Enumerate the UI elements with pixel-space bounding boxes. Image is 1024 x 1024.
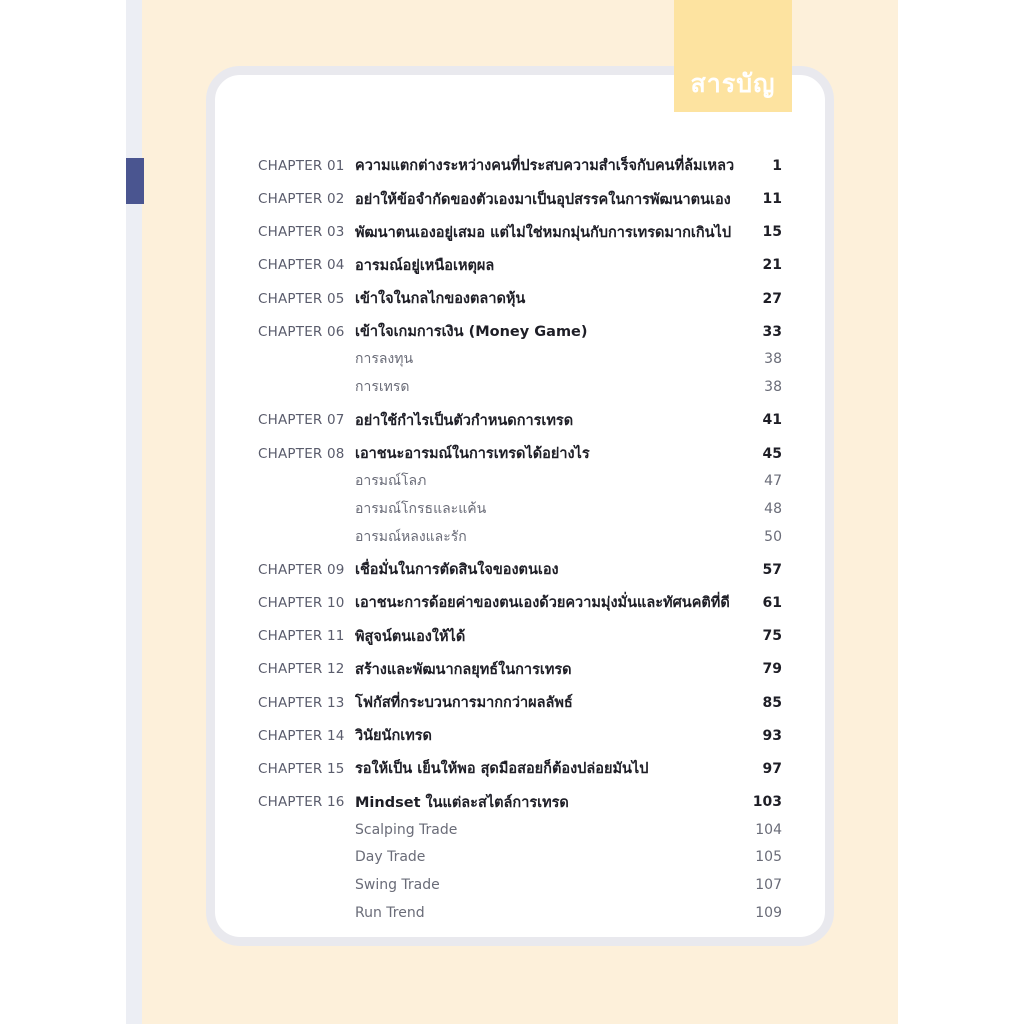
- toc-entry-title: เอาชนะอารมณ์ในการเทรดได้อย่างไร: [355, 446, 590, 463]
- toc-entry: [258, 318, 782, 346]
- toc-subentry: [258, 523, 782, 551]
- toc-entry-title: การลงทุน: [355, 351, 414, 368]
- toc-subentry: [258, 467, 782, 495]
- toc-entry-title: การเทรด: [355, 379, 410, 396]
- toc-page-number: 47: [764, 473, 782, 490]
- toc-entry-title: วินัยนักเทรด: [355, 728, 432, 745]
- toc-entry-title: เข้าใจในกลไกของตลาดหุ้น: [355, 291, 526, 308]
- toc-entry-title: เชื่อมั่นในการตัดสินใจของตนเอง: [355, 562, 559, 579]
- toc-page-number: 48: [764, 500, 782, 517]
- toc-entry-title: อารมณ์โลภ: [355, 473, 427, 490]
- toc-entry: [258, 252, 782, 280]
- toc-page-number: 38: [764, 351, 782, 368]
- toc-chapter-label: CHAPTER 05: [258, 290, 345, 307]
- toc-page-number: 50: [764, 528, 782, 545]
- toc-page-number: 107: [755, 877, 782, 894]
- toc-page-number: 21: [762, 257, 782, 274]
- toc-chapter-label: CHAPTER 06: [258, 323, 345, 340]
- toc-entry-title: อารมณ์โกรธและแค้น: [355, 500, 487, 517]
- page-title: สารบัญ: [690, 69, 776, 98]
- toc-page-number: 45: [762, 445, 782, 462]
- toc-entry-title: สร้างและพัฒนากลยุทธ์ในการเทรด: [355, 661, 572, 678]
- toc-subentry: [258, 495, 782, 523]
- toc-page-number: 15: [762, 224, 782, 241]
- toc-chapter-label: CHAPTER 02: [258, 191, 345, 208]
- toc-entry: [258, 755, 782, 783]
- toc-entry-title: รอให้เป็น เย็นให้พอ สุดมือสอยก็ต้องปล่อยมันไป: [355, 761, 649, 778]
- toc-entry-title: พิสูจน์ตนเองให้ได้: [355, 628, 466, 645]
- toc-page-number: 105: [755, 849, 782, 866]
- toc-entry-title: โฟกัสที่กระบวนการมากกว่าผลลัพธ์: [355, 695, 573, 712]
- toc-entry: [258, 440, 782, 468]
- toc-entry-title: เข้าใจเกมการเงิน (Money Game): [355, 324, 588, 341]
- toc-entry-title: ความแตกต่างระหว่างคนที่ประสบความสำเร็จกับคนที่ล้มเหลว: [355, 158, 734, 175]
- toc-entry: [258, 556, 782, 584]
- toc-page-number: 75: [762, 628, 782, 645]
- toc-entry: [258, 722, 782, 750]
- toc-chapter-label: CHAPTER 15: [258, 760, 345, 777]
- toc-page-number: 93: [762, 727, 782, 744]
- toc-page-number: 109: [755, 904, 782, 921]
- toc-entry-title: อารมณ์หลงและรัก: [355, 528, 467, 545]
- toc-entry: [258, 407, 782, 435]
- toc-chapter-label: CHAPTER 01: [258, 157, 345, 174]
- toc-entry: [258, 152, 782, 180]
- toc-page-number: 41: [762, 412, 782, 429]
- toc-chapter-label: CHAPTER 08: [258, 445, 345, 462]
- toc-entry-title: Swing Trade: [355, 877, 440, 894]
- toc-chapter-label: CHAPTER 07: [258, 412, 345, 429]
- toc-chapter-label: CHAPTER 14: [258, 727, 345, 744]
- toc-chapter-label: CHAPTER 04: [258, 257, 345, 274]
- toc-subentry: [258, 816, 782, 844]
- toc-entry: [258, 589, 782, 617]
- toc-page-number: 85: [762, 694, 782, 711]
- toc-entry-title: อย่าให้ข้อจำกัดของตัวเองมาเป็นอุปสรรคในการพัฒนาตนเอง: [355, 191, 731, 208]
- toc-entry: [258, 788, 782, 816]
- toc-entry-title: Run Trend: [355, 904, 425, 921]
- toc-page-number: 38: [764, 379, 782, 396]
- toc-entry: [258, 185, 782, 213]
- toc-page-number: 33: [762, 323, 782, 340]
- title-tab: [674, 0, 792, 112]
- toc-page-number: 27: [762, 290, 782, 307]
- toc-chapter-label: CHAPTER 16: [258, 794, 345, 811]
- toc-subentry: [258, 844, 782, 872]
- toc-entry: [258, 689, 782, 717]
- toc-entry-title: Day Trade: [355, 849, 426, 866]
- table-of-contents: [258, 152, 782, 927]
- toc-entry-title: พัฒนาตนเองอยู่เสมอ แต่ไม่ใช่หมกมุ่นกับการเทรดมากเกินไป: [355, 224, 732, 241]
- toc-page-number: 104: [755, 821, 782, 838]
- toc-entry-title: Scalping Trade: [355, 821, 458, 838]
- toc-subentry: [258, 346, 782, 374]
- toc-entry-title: อารมณ์อยู่เหนือเหตุผล: [355, 257, 495, 274]
- toc-chapter-label: CHAPTER 03: [258, 224, 345, 241]
- toc-entry-title: Mindset ในแต่ละสไตล์การเทรด: [355, 794, 569, 811]
- toc-entry-title: เอาชนะการด้อยค่าของตนเองด้วยความมุ่งมั่นและทัศนคติที่ดี: [355, 595, 730, 612]
- toc-page-number: 11: [762, 191, 782, 208]
- toc-page-number: 79: [762, 661, 782, 678]
- toc-entry: [258, 285, 782, 313]
- toc-chapter-label: CHAPTER 13: [258, 694, 345, 711]
- toc-page-number: 103: [752, 794, 782, 811]
- toc-page-number: 61: [762, 594, 782, 611]
- toc-subentry: [258, 899, 782, 927]
- toc-chapter-label: CHAPTER 11: [258, 628, 345, 645]
- side-bookmark-tab: [126, 158, 144, 204]
- toc-page-number: 57: [762, 561, 782, 578]
- toc-subentry: [258, 871, 782, 899]
- toc-chapter-label: CHAPTER 10: [258, 594, 345, 611]
- toc-page-number: 97: [762, 760, 782, 777]
- toc-chapter-label: CHAPTER 09: [258, 561, 345, 578]
- toc-entry-title: อย่าใช้กำไรเป็นตัวกำหนดการเทรด: [355, 412, 574, 429]
- toc-entry: [258, 656, 782, 684]
- toc-entry: [258, 218, 782, 246]
- toc-page-number: 1: [772, 157, 782, 174]
- toc-chapter-label: CHAPTER 12: [258, 661, 345, 678]
- toc-entry: [258, 622, 782, 650]
- toc-subentry: [258, 373, 782, 401]
